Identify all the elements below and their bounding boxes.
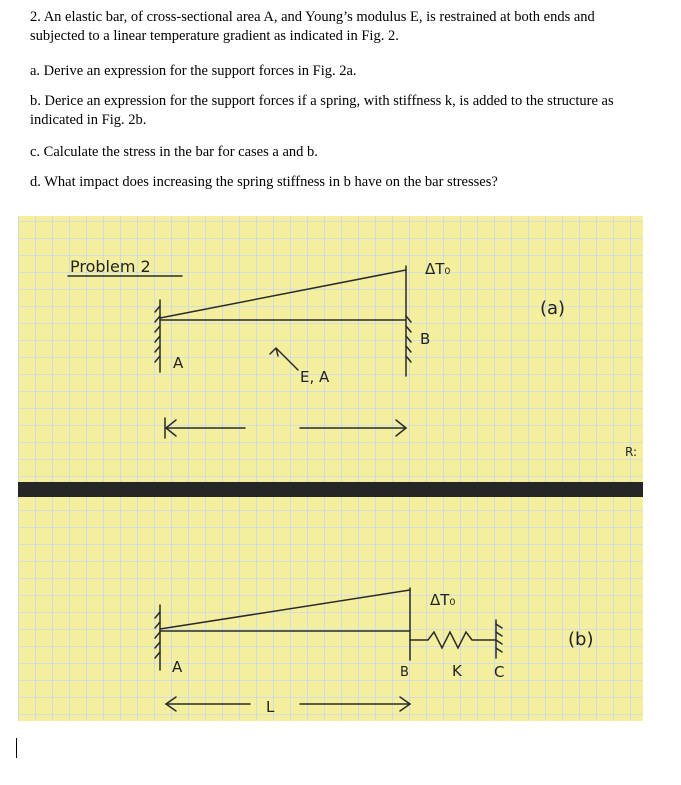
figure-divider [18,482,643,497]
question-intro: 2. An elastic bar, of cross-sectional area A, and Young’s modulus E, is restrained at both ends and subjected to a linear temperature gradient as indicated in Fig. 2. [30,9,595,44]
text-cursor [16,738,17,758]
temp-label-a: ΔT₀ [425,260,451,278]
case-label-a: (a) [540,298,566,319]
length-label: L [266,698,275,716]
figure-b-grid [18,497,643,721]
problem-title: Problem 2 [70,257,151,276]
label-b-fig-a: B [420,330,431,348]
question-c: c. Calculate the stress in the bar for cases a and b. [30,144,318,160]
label-b-fig-b: B [400,665,409,680]
label-a-fig-b: A [172,658,183,676]
property-label: E, A [300,368,330,386]
case-label-b: (b) [568,629,594,650]
temp-label-b: ΔT₀ [430,591,456,609]
label-k: K [452,662,462,680]
question-b: b. Derice an expression for the support forces if a spring, with stiffness k, is added to the structure as indicated in Fig. 2b. [30,93,614,128]
figure-a-grid [18,216,643,482]
label-c: C [494,663,505,681]
margin-mark: R: [625,445,638,459]
question-a: a. Derive an expression for the support forces in Fig. 2a. [30,63,357,79]
label-a-fig-a: A [173,354,184,372]
question-d: d. What impact does increasing the spring stiffness in b have on the bar stresses? [30,174,498,190]
